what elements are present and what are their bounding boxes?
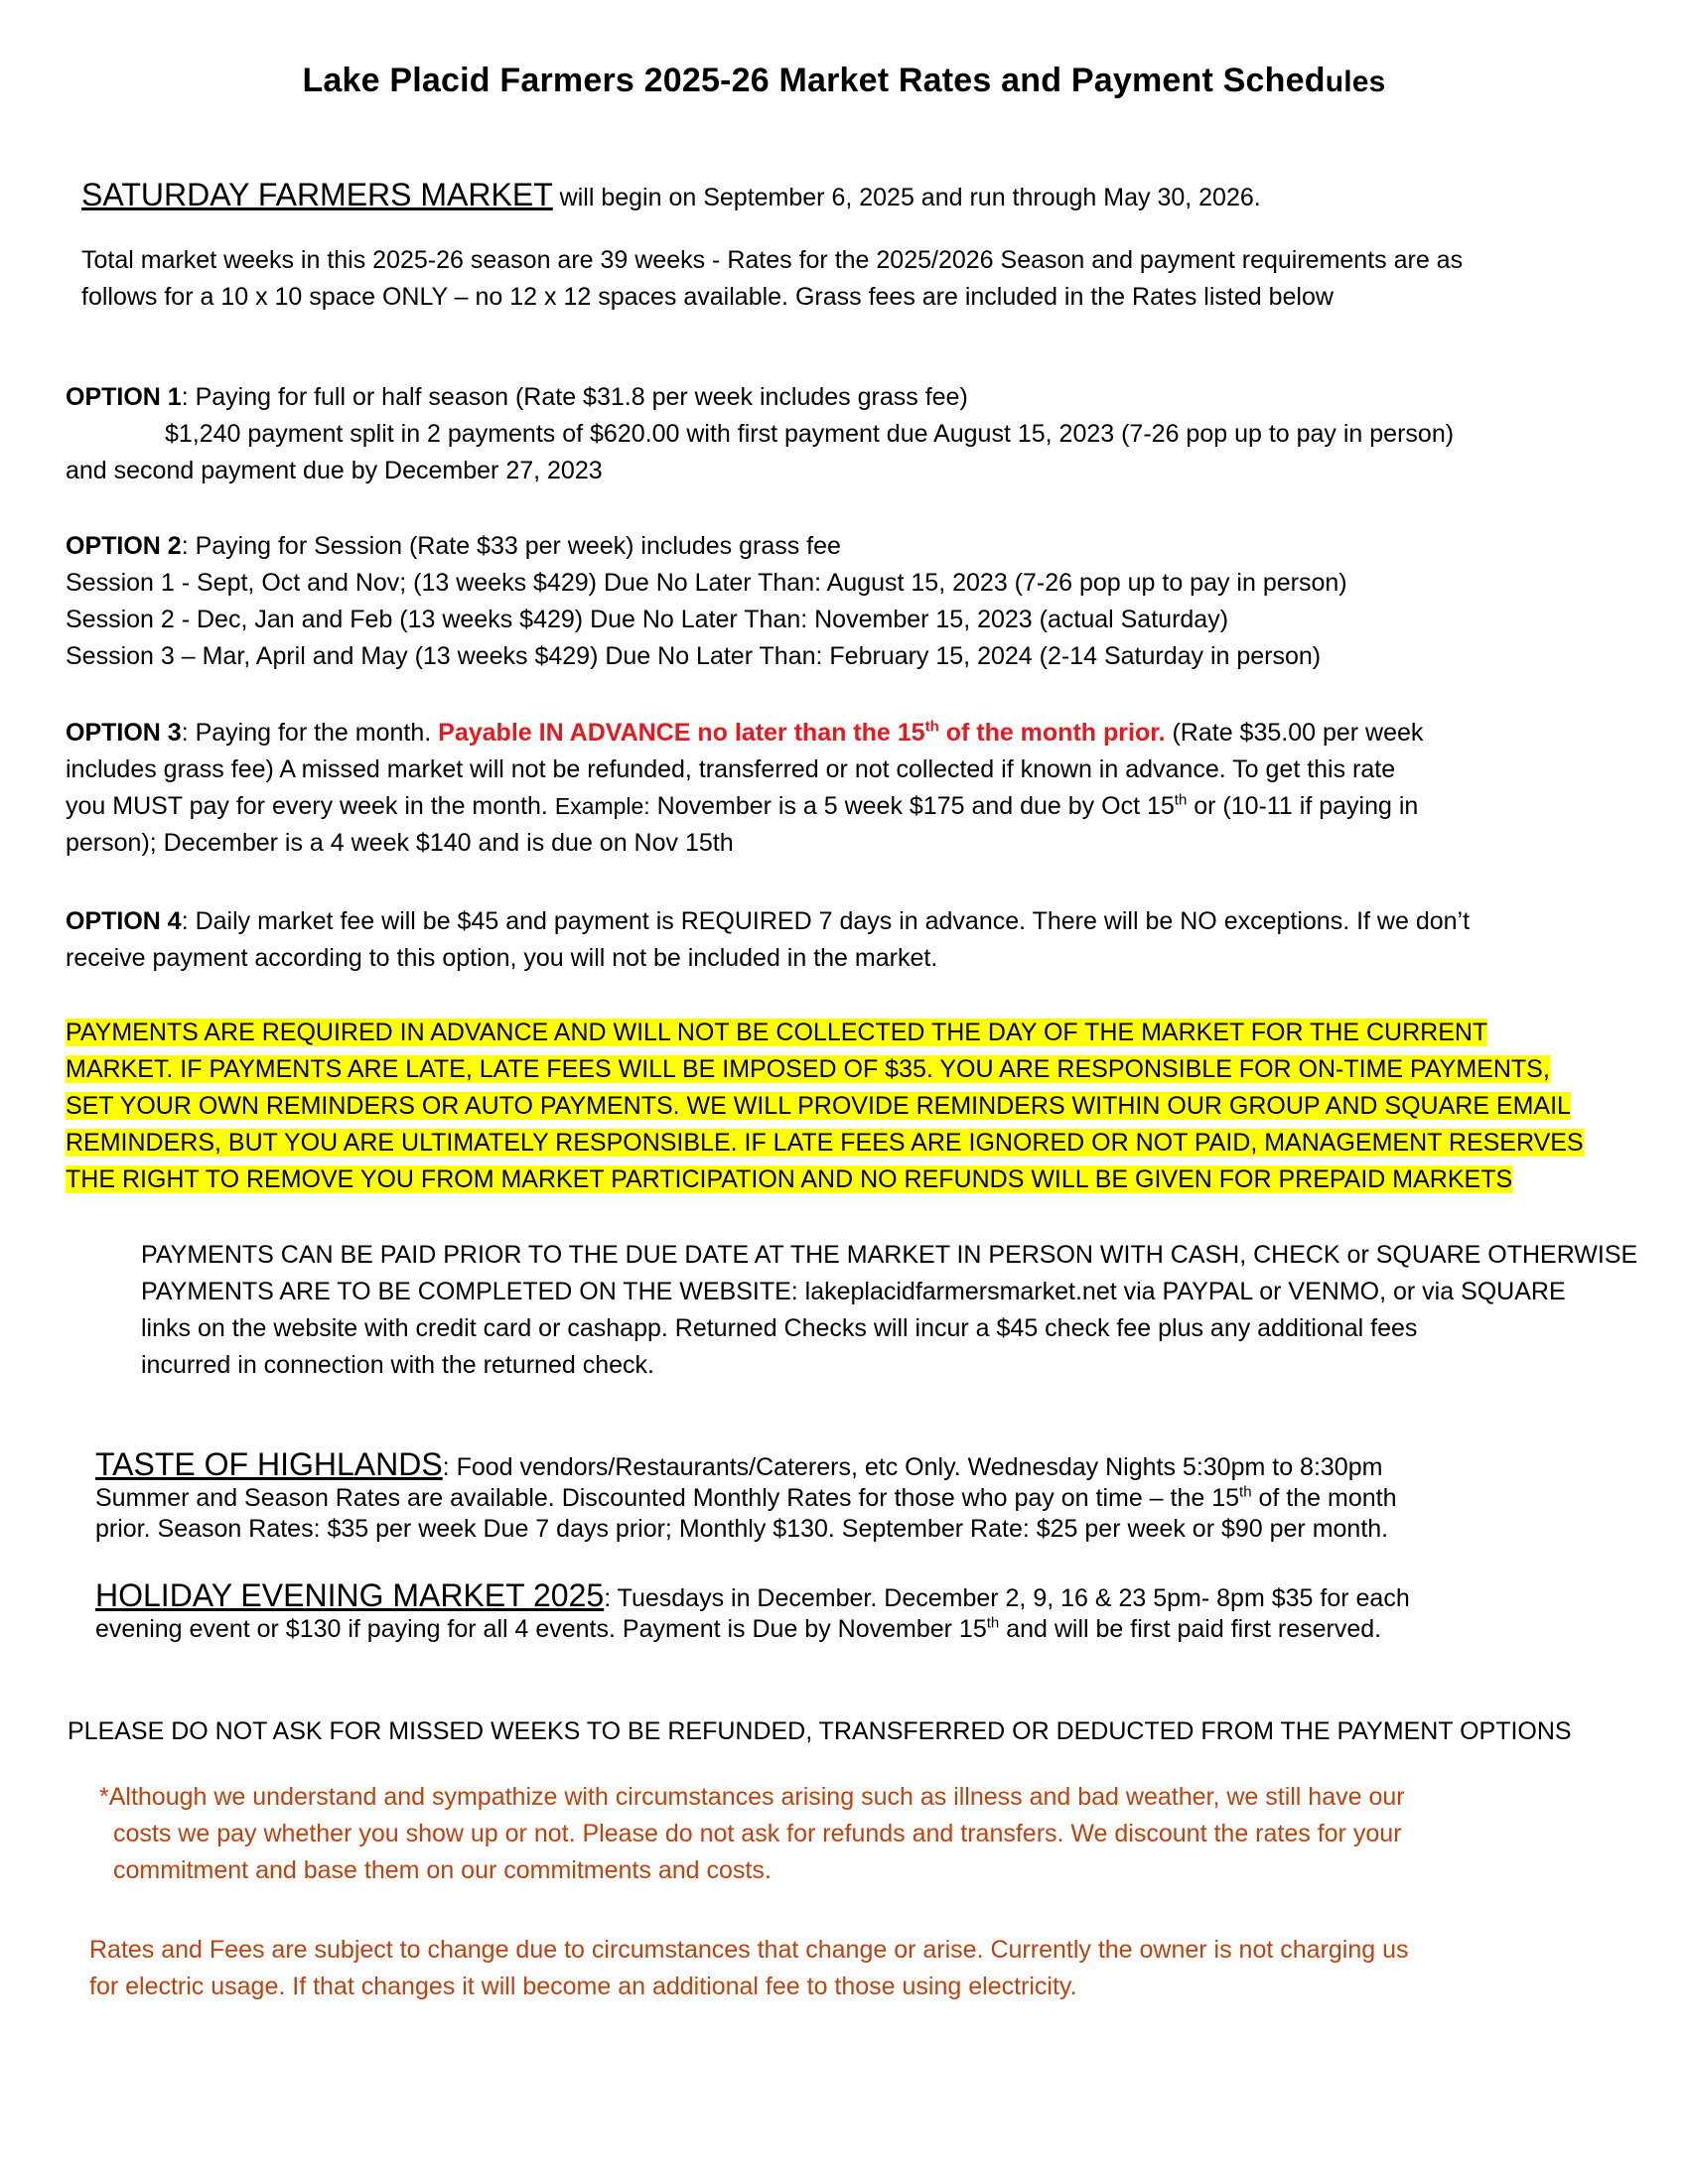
notice-line-3: SET YOUR OWN REMINDERS OR AUTO PAYMENTS. WE WILL PROVIDE REMINDERS WITHIN OUR GROUP AND SQUARE EMAIL xyxy=(66,1092,1571,1120)
option-3-line-2: includes grass fee) A missed market will not be refunded, transferred or not collected if known in advance. To get this rate xyxy=(66,755,1396,783)
holiday-evening-market xyxy=(95,1577,1410,1645)
page-title xyxy=(0,62,1688,100)
payments-line-2: PAYMENTS ARE TO BE COMPLETED ON THE WEBSITE: lakeplacidfarmersmarket.net via PAYPAL or VENMO, or via SQUARE xyxy=(141,1278,1566,1305)
option-1-label: OPTION 1 xyxy=(66,383,182,411)
option-1 xyxy=(66,379,1454,489)
no-refund-request-notice xyxy=(68,1713,1572,1750)
saturday-line-1: Total market weeks in this 2025-26 season are 39 weeks - Rates for the 2025/2026 Season and payment requirements are as xyxy=(81,246,1464,274)
holiday-heading: HOLIDAY EVENING MARKET 2025 xyxy=(95,1577,605,1613)
option-2-session-2: Session 2 - Dec, Jan and Feb (13 weeks $429) Due No Later Than: November 15, 2023 (actual Saturday) xyxy=(66,606,1229,633)
option-3-rate: (Rate $35.00 per week xyxy=(1165,719,1424,747)
saturday-section xyxy=(81,177,1261,216)
notice-line-2: MARKET. IF PAYMENTS ARE LATE, LATE FEES WILL BE IMPOSED OF $35. YOU ARE RESPONSIBLE FOR ON-TIME PAYMENTS, xyxy=(66,1055,1550,1083)
option-3-pre: : Paying for the month. xyxy=(181,719,439,747)
although-note xyxy=(99,1779,1405,1889)
option-4-line-1: : Daily market fee will be $45 and payment is REQUIRED 7 days in advance. There will be NO exceptions. If we don’t xyxy=(181,907,1471,935)
notice-line-4: REMINDERS, BUT YOU ARE ULTIMATELY RESPONSIBLE. IF LATE FEES ARE IGNORED OR NOT PAID, MANAGEMENT RESERVES xyxy=(66,1129,1584,1157)
option-3-line-4: person); December is a 4 week $140 and is due on Nov 15th xyxy=(66,829,734,857)
taste-line-3: prior. Season Rates: $35 per week Due 7 days prior; Monthly $130. September Rate: $25 per week or $90 per month. xyxy=(95,1515,1389,1543)
payments-info xyxy=(141,1237,1637,1384)
option-2-line-1: : Paying for Session (Rate $33 per week) includes grass fee xyxy=(181,532,841,560)
title-main: Lake Placid Farmers 2025-26 Market Rates and Payment Sched xyxy=(302,62,1326,99)
option-3-line-3: you MUST pay for every week in the month. Example: November is a 5 week $175 and due by Oct 15th or (10-11 if paying in xyxy=(66,791,1419,820)
option-2-session-1: Session 1 - Sept, Oct and Nov; (13 weeks $429) Due No Later Than: August 15, 2023 (7-26 pop up to pay in person) xyxy=(66,569,1347,597)
option-1-line-2: $1,240 payment split in 2 payments of $620.00 with first payment due August 15, 2023 (7-26 pop up to pay in person) xyxy=(165,420,1455,448)
notice-line-1: PAYMENTS ARE REQUIRED IN ADVANCE AND WILL NOT BE COLLECTED THE DAY OF THE MARKET FOR THE CURRENT xyxy=(66,1019,1488,1046)
holiday-line-2: evening event or $130 if paying for all 4 events. Payment is Due by November 15th and will be first paid first reserved. xyxy=(95,1614,1382,1643)
payments-line-3: links on the website with credit card or cashapp. Returned Checks will incur a $45 check fee plus any additional fees xyxy=(141,1314,1418,1342)
saturday-intro: will begin on September 6, 2025 and run through May 30, 2026. xyxy=(552,184,1261,211)
although-line-3: commitment and base them on our commitments and costs. xyxy=(113,1856,772,1884)
option-1-line-3: and second payment due by December 27, 2023 xyxy=(66,457,603,484)
taste-line-2: Summer and Season Rates are available. Discounted Monthly Rates for those who pay on time – the 15th of the month xyxy=(95,1483,1397,1512)
taste-heading: TASTE OF HIGHLANDS xyxy=(95,1446,443,1482)
title-tail: ules xyxy=(1325,66,1386,98)
option-2-session-3: Session 3 – Mar, April and May (13 weeks $429) Due No Later Than: February 15, 2024 (2-14 Saturday in person) xyxy=(66,642,1322,670)
option-3-advance-warning: Payable IN ADVANCE no later than the 15th of the month prior. xyxy=(438,718,1166,747)
rates-change-note xyxy=(89,1932,1409,2005)
rates-line-2: for electric usage. If that changes it will become an additional fee to those using electricity. xyxy=(89,1973,1077,2000)
option-4-line-2: receive payment according to this option, you will not be included in the market. xyxy=(66,944,938,972)
although-line-1: *Although we understand and sympathize with circumstances arising such as illness and bad weather, we still have our xyxy=(99,1783,1405,1811)
although-line-2: costs we pay whether you show up or not. Please do not ask for refunds and transfers. We discount the rates for your xyxy=(113,1820,1402,1847)
saturday-heading: SATURDAY FARMERS MARKET xyxy=(81,177,553,212)
option-3-label: OPTION 3 xyxy=(66,719,182,747)
option-4-label: OPTION 4 xyxy=(66,907,182,935)
payments-line-1: PAYMENTS CAN BE PAID PRIOR TO THE DUE DATE AT THE MARKET IN PERSON WITH CASH, CHECK or SQUARE OTHERWISE xyxy=(141,1241,1638,1269)
notice-line-5: THE RIGHT TO REMOVE YOU FROM MARKET PARTICIPATION AND NO REFUNDS WILL BE GIVEN FOR PREPAID MARKETS xyxy=(66,1165,1513,1193)
saturday-details xyxy=(81,242,1463,316)
option-1-line-1: : Paying for full or half season (Rate $31.8 per week includes grass fee) xyxy=(181,383,968,411)
option-2-label: OPTION 2 xyxy=(66,532,182,560)
option-4 xyxy=(66,903,1470,977)
option-3-example-label: Example: xyxy=(554,793,650,819)
taste-of-highlands xyxy=(95,1446,1397,1545)
holiday-line-1: : Tuesdays in December. December 2, 9, 16 & 23 5pm- 8pm $35 for each xyxy=(604,1584,1410,1612)
payments-line-4: incurred in connection with the returned check. xyxy=(141,1351,654,1379)
option-3 xyxy=(66,715,1423,862)
saturday-line-2: follows for a 10 x 10 space ONLY – no 12 x 12 spaces available. Grass fees are included in the Rates listed below xyxy=(81,283,1334,311)
payment-notice-highlighted xyxy=(66,1015,1584,1198)
rates-line-1: Rates and Fees are subject to change due to circumstances that change or arise. Currently the owner is not charging us xyxy=(89,1936,1409,1964)
please-line: PLEASE DO NOT ASK FOR MISSED WEEKS TO BE REFUNDED, TRANSFERRED OR DEDUCTED FROM THE PAYMENT OPTIONS xyxy=(68,1717,1572,1745)
option-2 xyxy=(66,528,1347,675)
taste-line-1: : Food vendors/Restaurants/Caterers, etc Only. Wednesday Nights 5:30pm to 8:30pm xyxy=(442,1453,1383,1481)
